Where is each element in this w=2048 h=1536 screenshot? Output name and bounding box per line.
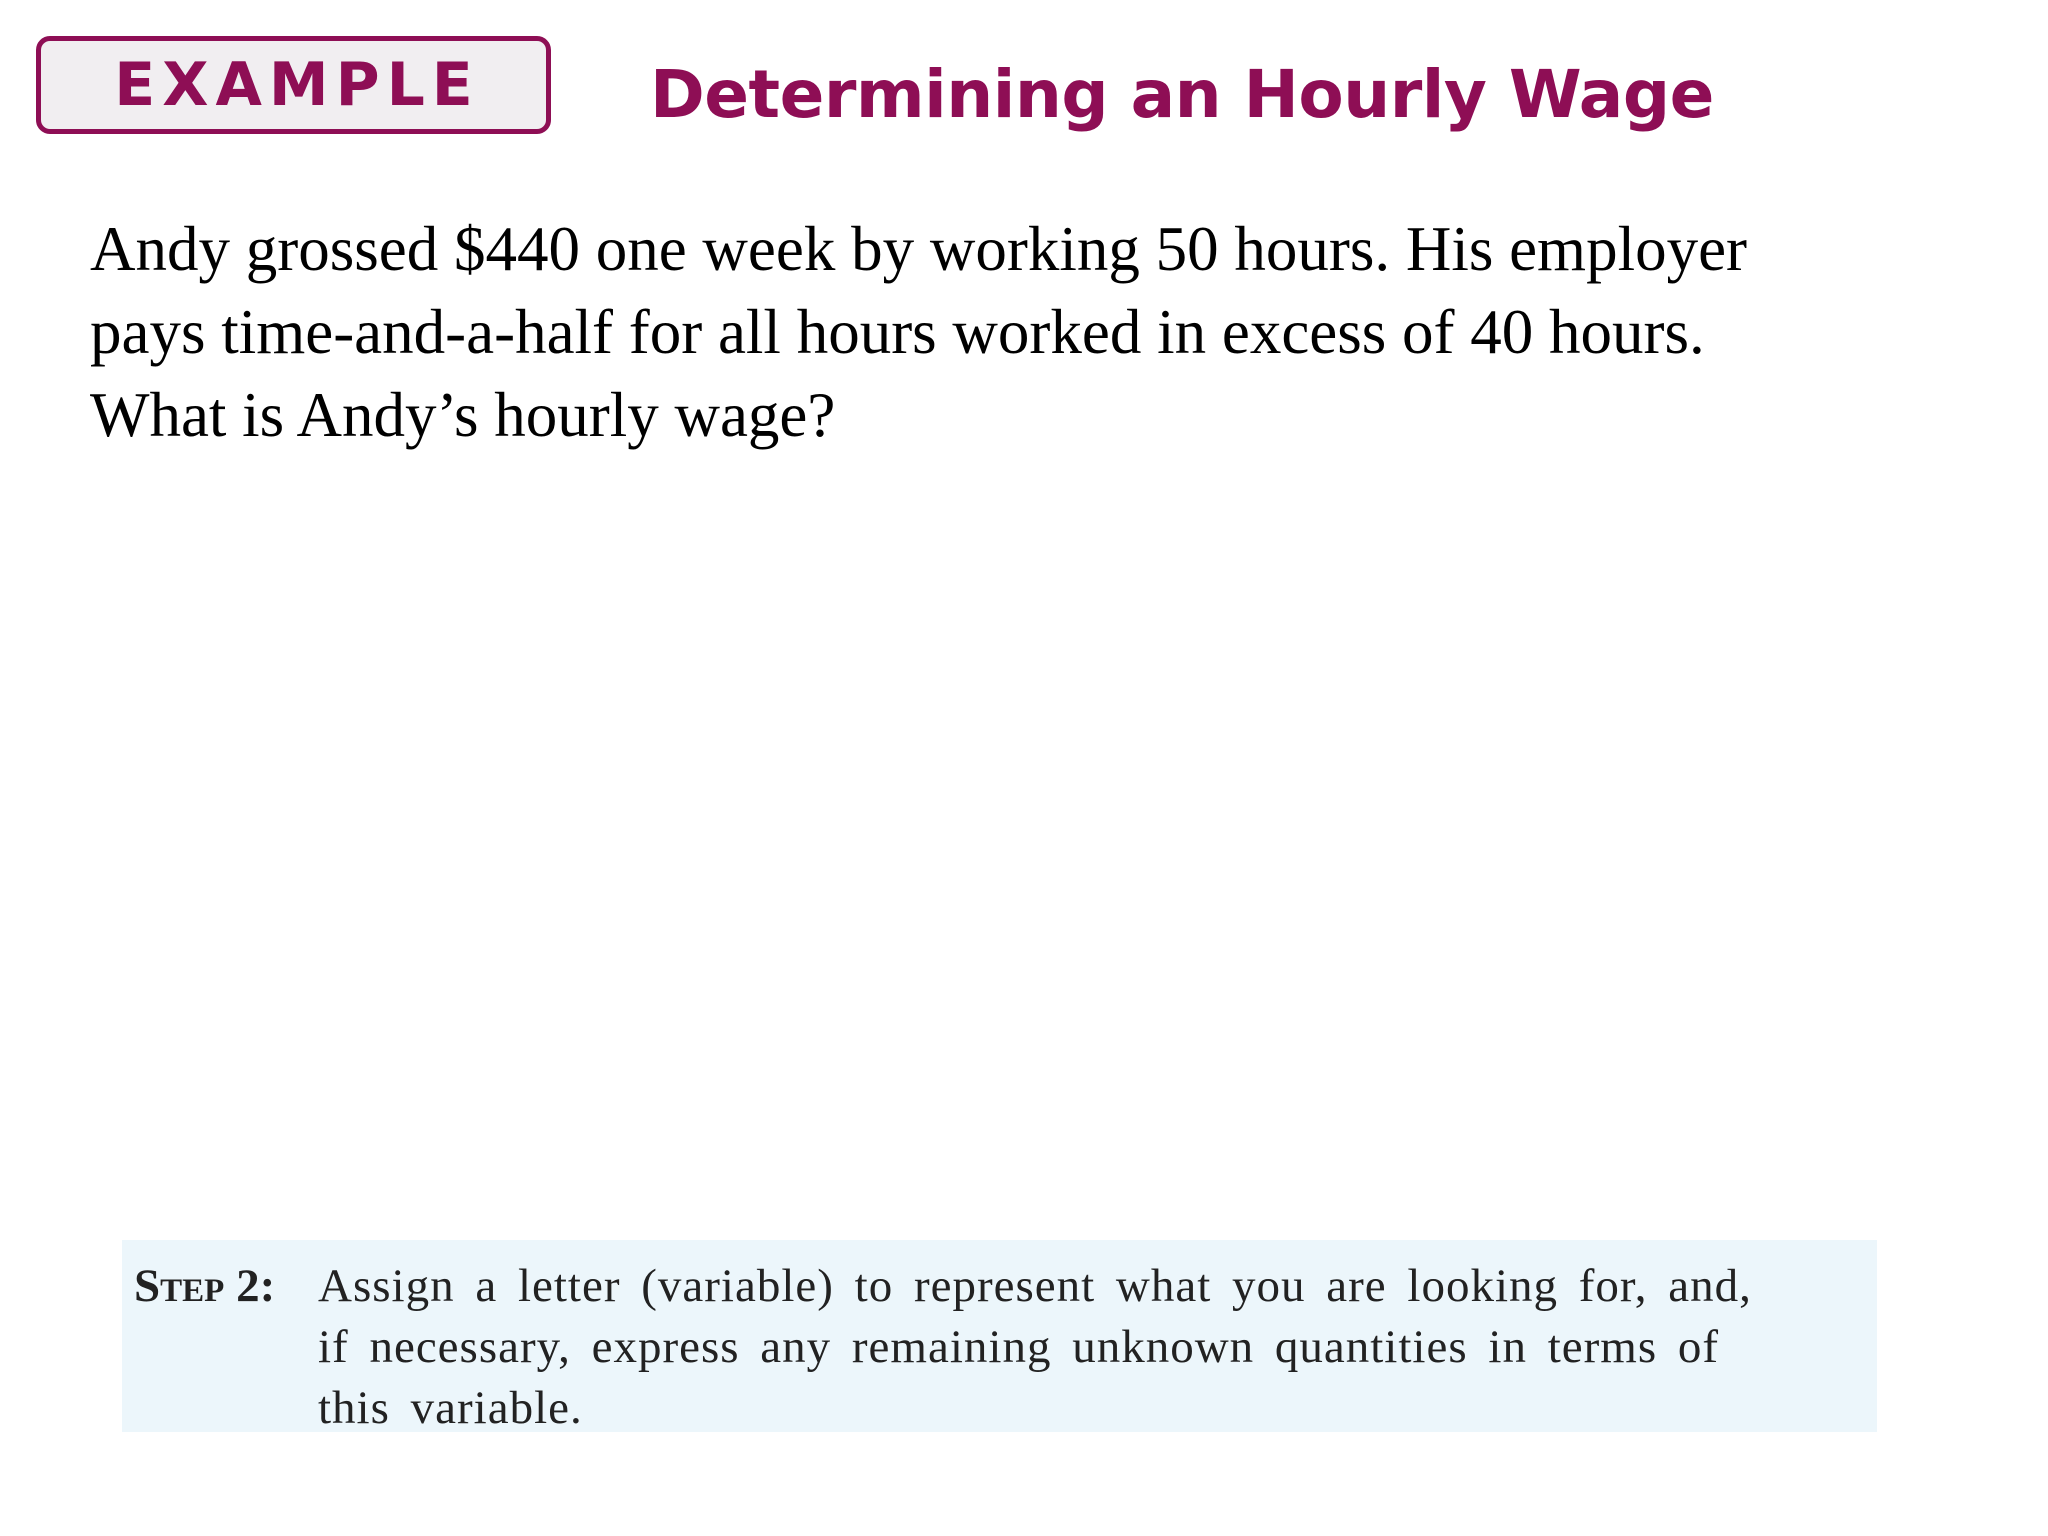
problem-statement [90, 208, 1990, 457]
step-box [122, 1240, 1877, 1432]
step-label-text: Step 2: [134, 1260, 276, 1312]
step-line: if necessary, express any remaining unknown quantities in terms of [318, 1321, 1720, 1373]
step-line: Assign a letter (variable) to represent what you are looking for, and, [318, 1260, 1752, 1312]
step-line: this variable. [318, 1382, 583, 1434]
page-title: Determining an Hourly Wage [650, 56, 1714, 133]
problem-line: What is Andy’s hourly wage? [90, 380, 836, 450]
problem-line: Andy grossed $440 one week by working 50 hours. His employer [90, 214, 1748, 284]
step-label [134, 1256, 275, 1317]
example-badge [36, 36, 551, 134]
problem-line: pays time-and-a-half for all hours worked in excess of 40 hours. [90, 297, 1705, 367]
example-badge-label: EXAMPLE [114, 50, 480, 120]
step-text [318, 1256, 1848, 1439]
